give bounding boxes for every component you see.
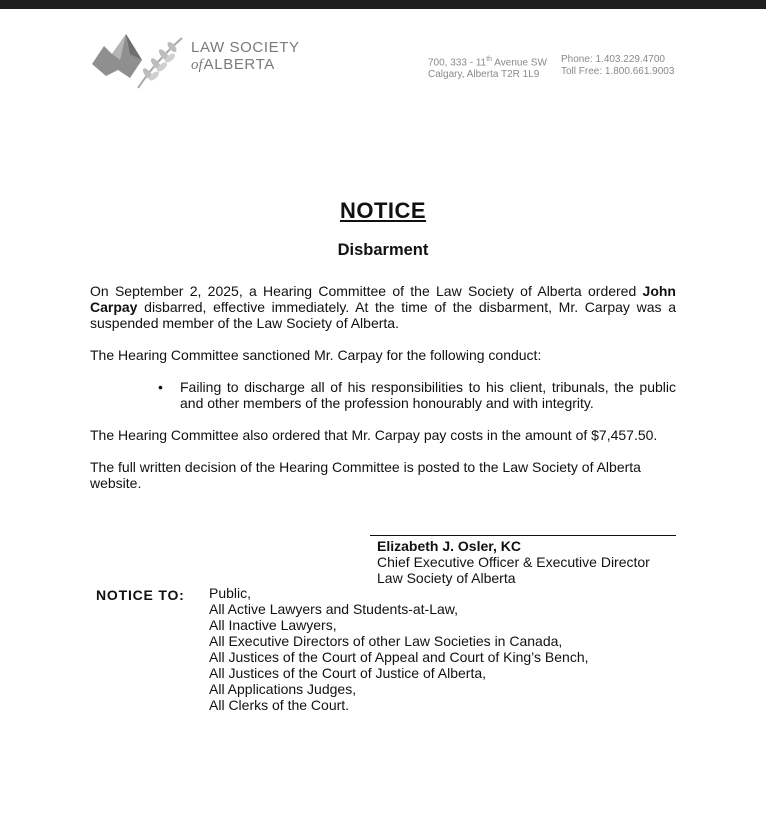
recipient-item: All Executive Directors of other Law Societies in Canada, bbox=[209, 633, 563, 649]
signatory-name: Elizabeth J. Osler, KC bbox=[377, 538, 521, 554]
conduct-bullet: Failing to discharge all of his responsibilities to his client, tribunals, the public and other members of the profession honourably and with integrity. bbox=[180, 379, 676, 411]
signature-line bbox=[370, 535, 676, 536]
notice-subtitle: Disbarment bbox=[337, 241, 429, 259]
paragraph-order: On September 2, 2025, a Hearing Committee of the Law Society of Alberta ordered John Carpay disbarred, effective immediately. At the time of the disbarment, Mr. Carpay was a suspended member of the Law Society of Alberta. bbox=[90, 283, 676, 331]
recipient-list bbox=[209, 585, 589, 713]
lawyer-name: John Carpay bbox=[90, 283, 676, 315]
address-line1: 700, 333 - 11th Avenue SW bbox=[428, 56, 547, 69]
signatory-organization: Law Society of Alberta bbox=[377, 570, 516, 586]
recipient-item: All Inactive Lawyers, bbox=[209, 617, 337, 633]
bullet-marker: • bbox=[158, 379, 163, 395]
logo-text-line1: LAW SOCIETY bbox=[191, 39, 300, 56]
paragraph-conduct-intro: The Hearing Committee sanctioned Mr. Carpay for the following conduct: bbox=[90, 347, 542, 363]
paragraph-costs: The Hearing Committee also ordered that Mr. Carpay pay costs in the amount of $7,457.50. bbox=[90, 427, 658, 443]
recipient-item: All Justices of the Court of Justice of Alberta, bbox=[209, 665, 487, 681]
recipient-item: All Justices of the Court of Appeal and Court of King’s Bench, bbox=[209, 649, 589, 665]
recipient-item: Public, bbox=[209, 585, 252, 601]
law-society-logo bbox=[90, 30, 320, 90]
address-block bbox=[428, 54, 547, 81]
paragraph-decision: The full written decision of the Hearing Committee is posted to the Law Society of Alberta website. bbox=[90, 459, 641, 491]
recipient-item: All Applications Judges, bbox=[209, 681, 357, 697]
logo-alberta: ALBERTA bbox=[203, 56, 275, 73]
address-line2: Calgary, Alberta T2R 1L9 bbox=[428, 69, 540, 81]
logo-text-line2 bbox=[191, 56, 275, 74]
logo-of: of bbox=[191, 57, 203, 73]
notice-title: NOTICE bbox=[339, 198, 427, 223]
contact-block bbox=[561, 54, 674, 78]
top-bar bbox=[0, 0, 766, 9]
recipient-item: All Clerks of the Court. bbox=[209, 697, 350, 713]
toll-free-number: Toll Free: 1.800.661.9003 bbox=[561, 66, 675, 77]
phone-number: Phone: 1.403.229.4700 bbox=[561, 54, 665, 65]
mountain-wheat-icon bbox=[90, 30, 186, 90]
signatory-title: Chief Executive Officer & Executive Director bbox=[377, 554, 650, 570]
notice-to-label: NOTICE TO: bbox=[96, 587, 185, 603]
recipient-item: All Active Lawyers and Students-at-Law, bbox=[209, 601, 459, 617]
